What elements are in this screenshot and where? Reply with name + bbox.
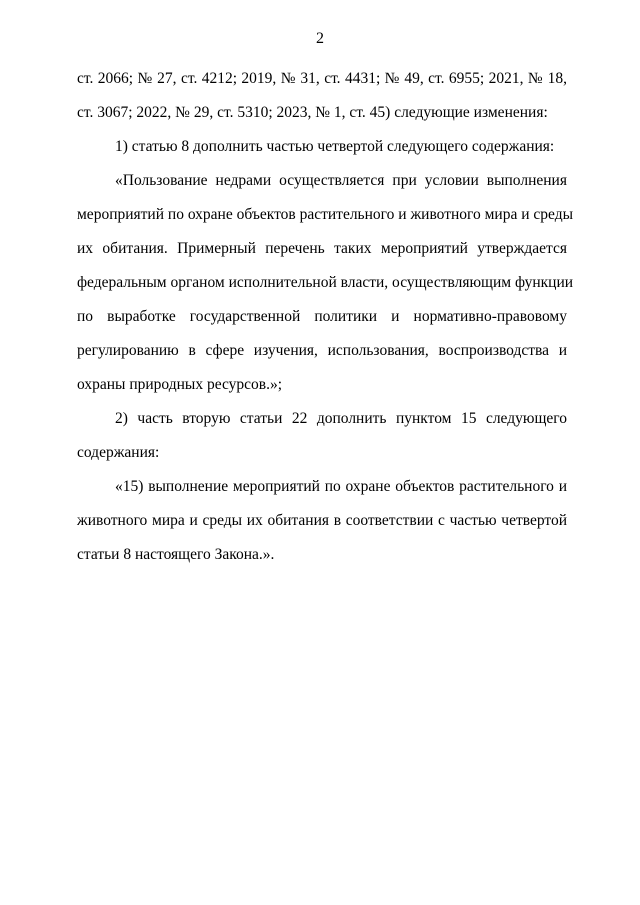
text-line: «Пользование недрами осуществляется при условии выполнения [115,172,567,189]
text-line: федеральным органом исполнительной власти, осуществляющим функции [77,274,574,291]
text-line: 1) статью 8 дополнить частью четвертой следующего содержания: [115,138,555,155]
text-line: охраны природных ресурсов.»; [77,376,283,393]
text-line: животного мира и среды их обитания в соответствии с частью четвертой [77,512,567,529]
text-line: мероприятий по охране объектов растительного и животного мира и среды [77,206,573,223]
text-line: содержания: [77,444,160,461]
text-line: по выработке государственной политики и нормативно-правовому [77,308,567,325]
text-line: их обитания. Примерный перечень таких мероприятий утверждается [77,240,567,257]
page-number: 2 [316,30,324,47]
text-line: «15) выполнение мероприятий по охране объектов растительного и [115,478,567,495]
text-line: регулированию в сфере изучения, использования, воспроизводства и [77,342,567,359]
text-line: ст. 3067; 2022, № 29, ст. 5310; 2023, № 1, ст. 45) следующие изменения: [77,104,548,121]
text-line: ст. 2066; № 27, ст. 4212; 2019, № 31, ст. 4431; № 49, ст. 6955; 2021, № 18, [77,70,567,87]
text-line: статьи 8 настоящего Закона.». [77,546,275,563]
text-line: 2) часть вторую статьи 22 дополнить пунктом 15 следующего [115,410,567,427]
